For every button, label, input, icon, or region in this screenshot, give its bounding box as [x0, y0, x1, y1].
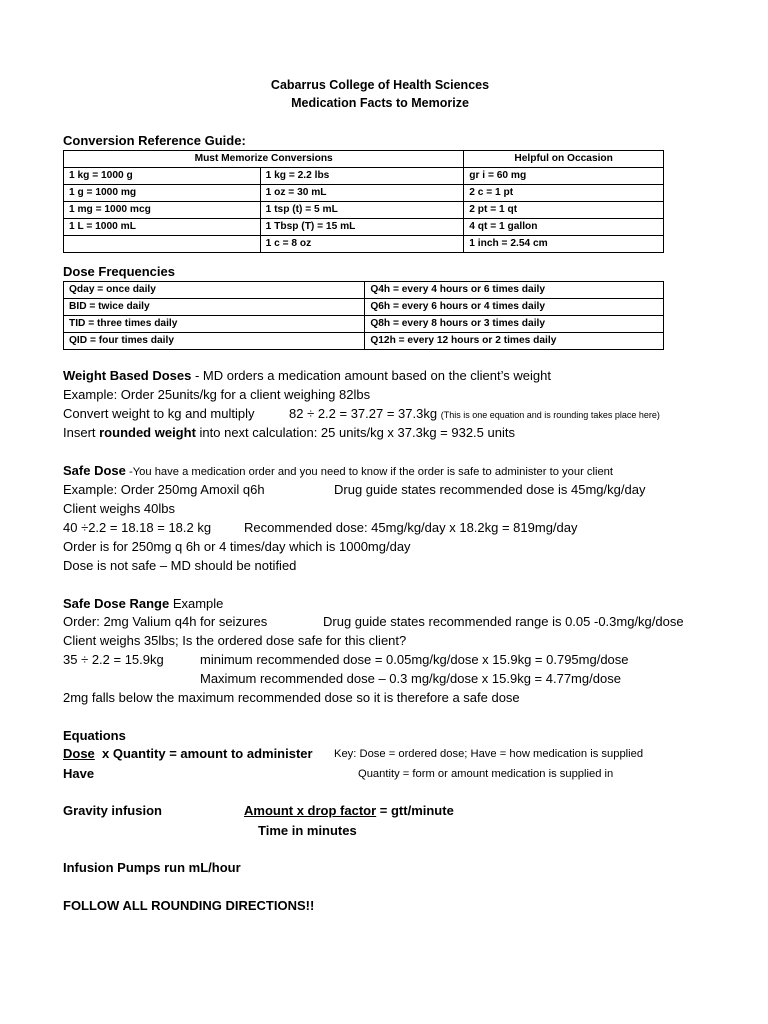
- infusion-pumps: Infusion Pumps run mL/hour: [63, 860, 241, 875]
- table-cell: 1 kg = 1000 g: [64, 168, 261, 185]
- table-cell: [64, 236, 261, 253]
- gravity-formula: [244, 803, 454, 818]
- table-cell: 1 mg = 1000 mcg: [64, 202, 261, 219]
- weight-insert-b: rounded weight: [99, 425, 196, 440]
- weight-insert-a: Insert: [63, 425, 100, 440]
- frequencies-table: [63, 281, 664, 350]
- table-cell: 1 inch = 2.54 cm: [464, 236, 664, 253]
- dose-numerator: Dose: [63, 746, 95, 761]
- frequencies-heading: Dose Frequencies: [63, 264, 175, 279]
- table-cell: Qday = once daily: [64, 282, 365, 299]
- table-cell: QID = four times daily: [64, 333, 365, 350]
- dose-quantity: x Quantity = amount to administer: [94, 746, 313, 761]
- gravity-label: Gravity infusion: [63, 803, 162, 818]
- table-cell: 1 c = 8 oz: [260, 236, 464, 253]
- safe-example: Example: Order 250mg Amoxil q6h: [63, 482, 265, 497]
- table-header-row: [64, 151, 664, 168]
- table-cell: Q12h = every 12 hours or 2 times daily: [365, 333, 664, 350]
- weight-insert-c: into next calculation: 25 units/kg x 37.3kg = 932.5 units: [195, 425, 515, 440]
- gravity-denominator: Time in minutes: [258, 823, 357, 838]
- range-weighs: Client weighs 35lbs; Is the ordered dose safe for this client?: [63, 633, 407, 648]
- table-row: [64, 299, 664, 316]
- table-row: [64, 202, 664, 219]
- weight-convert-label: Convert weight to kg and multiply: [63, 406, 255, 421]
- safe-calc: 40 ÷2.2 = 18.18 = 18.2 kg: [63, 520, 212, 535]
- range-min: minimum recommended dose = 0.05mg/kg/dose x 15.9kg = 0.795mg/dose: [200, 652, 629, 667]
- table-row: [64, 333, 664, 350]
- gravity-numerator: Amount x drop factor: [244, 803, 377, 818]
- equation-key-1: Key: Dose = ordered dose; Have = how medication is supplied: [334, 748, 644, 760]
- table-row: [64, 316, 664, 333]
- range-section-title: [63, 596, 223, 611]
- range-order: Order: 2mg Valium q4h for seizures: [63, 614, 268, 629]
- safe-title: Safe Dose: [63, 463, 126, 478]
- table-cell: 2 c = 1 pt: [464, 185, 664, 202]
- page-subtitle: Medication Facts to Memorize: [291, 96, 469, 110]
- weight-desc: - MD orders a medication amount based on the client’s weight: [191, 368, 551, 383]
- page-title: Cabarrus College of Health Sciences: [270, 78, 490, 92]
- table-cell: Q4h = every 4 hours or 6 times daily: [365, 282, 664, 299]
- range-guide: Drug guide states recommended range is 0.05 -0.3mg/kg/dose: [323, 614, 684, 629]
- dose-equation: [63, 746, 313, 761]
- table-cell: 1 oz = 30 mL: [260, 185, 464, 202]
- weight-note: (This is one equation and is rounding takes place here): [440, 410, 660, 420]
- table-cell: BID = twice daily: [64, 299, 365, 316]
- table-cell: 1 g = 1000 mg: [64, 185, 261, 202]
- weight-convert-equation: [289, 406, 660, 421]
- range-calc: 35 ÷ 2.2 = 15.9kg: [63, 652, 164, 667]
- conversion-heading: Conversion Reference Guide:: [63, 133, 246, 148]
- weight-title: Weight Based Doses: [63, 368, 192, 383]
- table-cell: 4 qt = 1 gallon: [464, 219, 664, 236]
- safe-recommended: Recommended dose: 45mg/kg/day x 18.2kg = 819mg/day: [244, 520, 578, 535]
- conversion-table: [63, 150, 664, 253]
- safe-not-safe: Dose is not safe – MD should be notified: [63, 558, 297, 573]
- table-row: [64, 185, 664, 202]
- table-cell: Q6h = every 6 hours or 4 times daily: [365, 299, 664, 316]
- table-row: [64, 219, 664, 236]
- range-max: Maximum recommended dose – 0.3 mg/kg/dose x 15.9kg = 4.77mg/dose: [200, 671, 621, 686]
- safe-section-title: [63, 463, 613, 478]
- equations-heading: Equations: [63, 728, 126, 743]
- table-row: [64, 236, 664, 253]
- table-cell: 1 Tbsp (T) = 15 mL: [260, 219, 464, 236]
- table-cell: 2 pt = 1 qt: [464, 202, 664, 219]
- table-cell: 1 tsp (t) = 5 mL: [260, 202, 464, 219]
- table-cell: TID = three times daily: [64, 316, 365, 333]
- weight-insert: [63, 425, 515, 440]
- range-conclusion: 2mg falls below the maximum recommended dose so it is therefore a safe dose: [63, 690, 520, 705]
- follow-rounding: FOLLOW ALL ROUNDING DIRECTIONS!!: [63, 898, 315, 913]
- dose-have: Have: [63, 766, 95, 781]
- range-title: Safe Dose Range: [63, 596, 170, 611]
- safe-weighs: Client weighs 40lbs: [63, 501, 176, 516]
- weight-equation: 82 ÷ 2.2 = 37.27 = 37.3kg: [289, 406, 438, 421]
- col-helpful: Helpful on Occasion: [464, 151, 664, 168]
- weight-convert: [63, 406, 254, 421]
- table-row: [64, 168, 664, 185]
- table-cell: 1 kg = 2.2 lbs: [260, 168, 464, 185]
- range-title-rest: Example: [169, 596, 224, 611]
- table-cell: gr i = 60 mg: [464, 168, 664, 185]
- weight-example: Example: Order 25units/kg for a client weighing 82lbs: [63, 387, 371, 402]
- weight-section-title: [63, 368, 551, 383]
- safe-guide: Drug guide states recommended dose is 45mg/kg/day: [334, 482, 646, 497]
- table-cell: 1 L = 1000 mL: [64, 219, 261, 236]
- safe-order: Order is for 250mg q 6h or 4 times/day which is 1000mg/day: [63, 539, 411, 554]
- col-must-memorize: Must Memorize Conversions: [64, 151, 464, 168]
- equation-key-2: Quantity = form or amount medication is supplied in: [358, 768, 614, 780]
- safe-desc: -You have a medication order and you need to know if the order is safe to administer to your client: [125, 466, 614, 478]
- table-cell: Q8h = every 8 hours or 3 times daily: [365, 316, 664, 333]
- table-row: [64, 282, 664, 299]
- gravity-result: = gtt/minute: [376, 803, 454, 818]
